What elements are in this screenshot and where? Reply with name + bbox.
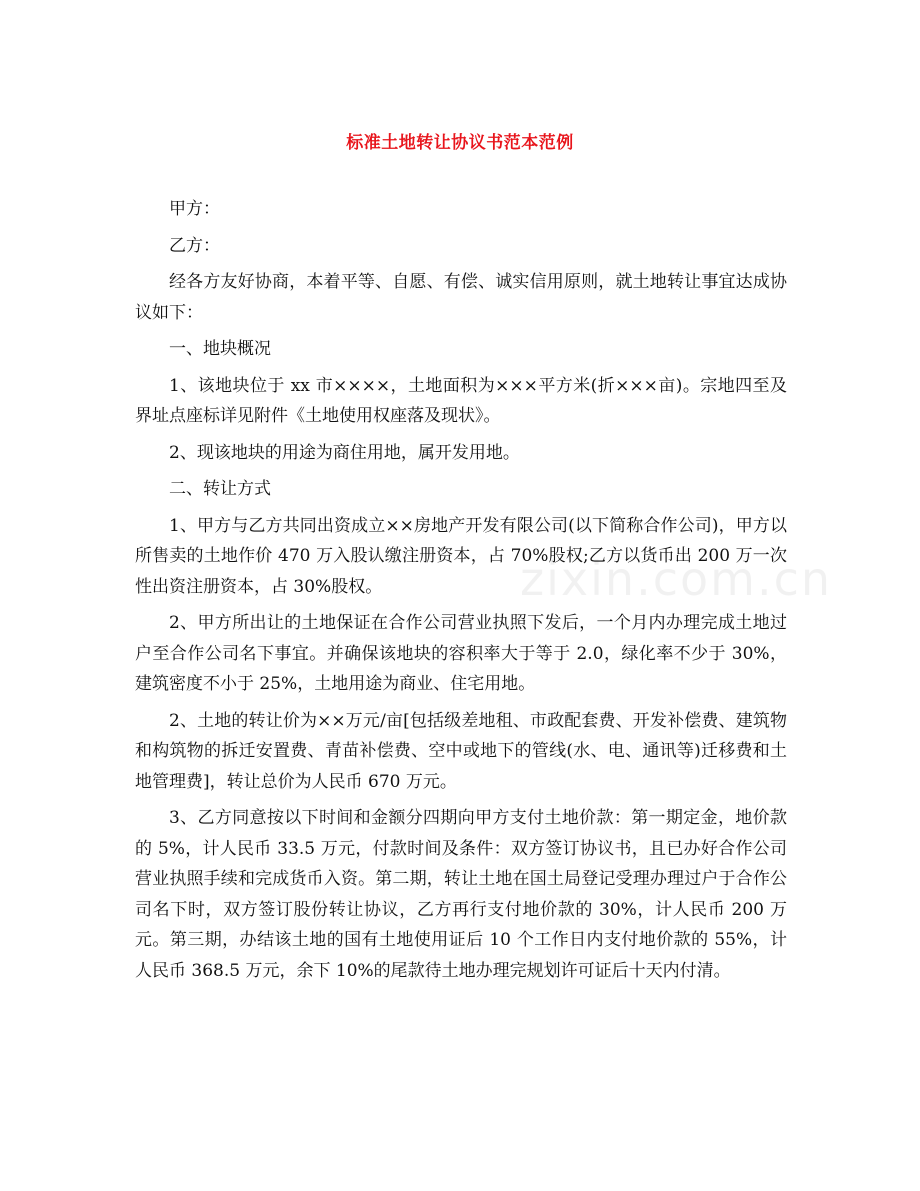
clause-paragraph: 3、乙方同意按以下时间和金额分四期向甲方支付土地价款：第一期定金，地价款的 5%，计人民币 33.5 万元，付款时间及条件：双方签订协议书，且已办好合作公司营业执照手续和完成货币入资。第二期，转让土地在国土局登记受理办理过户于合作公司名下时，双方签订股份转让协议，乙方再行支付地价款的 30%，计人民币 200 万元。第三期，办结该土地的国有土地使用证后 10 个工作日内支付地价款的 55%，计人民币 368.5 万元，余下 10%的尾款待土地办理完规划许可证后十天内付清。 xyxy=(135,808,787,981)
clause-paragraph: 1、甲方与乙方共同出资成立××房地产开发有限公司(以下简称合作公司)，甲方以所售卖的土地作价 470 万入股认缴注册资本，占 70%股权;乙方以货币出 200 万一次性出资注册资本，占 30%股权。 xyxy=(135,515,787,597)
party-b-line: 乙方： xyxy=(169,235,220,256)
clause-paragraph: 1、该地块位于 xx 市××××，土地面积为×××平方米(折×××亩)。宗地四至及界址点座标详见附件《土地使用权座落及现状》。 xyxy=(135,375,787,426)
document-body xyxy=(135,194,787,992)
clause-paragraph: 2、现该地块的用途为商住用地，属开发用地。 xyxy=(169,442,520,463)
watermark: zixin.com.cn xyxy=(520,552,833,606)
section-heading-plot-overview: 一、地块概况 xyxy=(169,339,271,359)
preamble-paragraph: 经各方友好协商，本着平等、自愿、有偿、诚实信用原则，就土地转让事宜达成协议如下： xyxy=(135,272,787,323)
party-a-line: 甲方： xyxy=(169,199,220,219)
clause-paragraph: 2、甲方所出让的土地保证在合作公司营业执照下发后，一个月内办理完成土地过户至合作公司名下事宜。并确保该地块的容积率大于等于 2.0，绿化率不少于 30%，建筑密度不小于 25%，土地用途为商业、住宅用地。 xyxy=(135,613,787,694)
section-heading-transfer-method: 二、转让方式 xyxy=(169,479,271,499)
clause-paragraph: 2、土地的转让价为××万元/亩[包括级差地租、市政配套费、开发补偿费、建筑物和构筑物的拆迁安置费、青苗补偿费、空中或地下的管线(水、电、通讯等)迁移费和土地管理费]，转让总价为人民币 670 万元。 xyxy=(135,710,787,792)
document-title: 标准土地转让协议书范本范例 xyxy=(346,133,574,153)
